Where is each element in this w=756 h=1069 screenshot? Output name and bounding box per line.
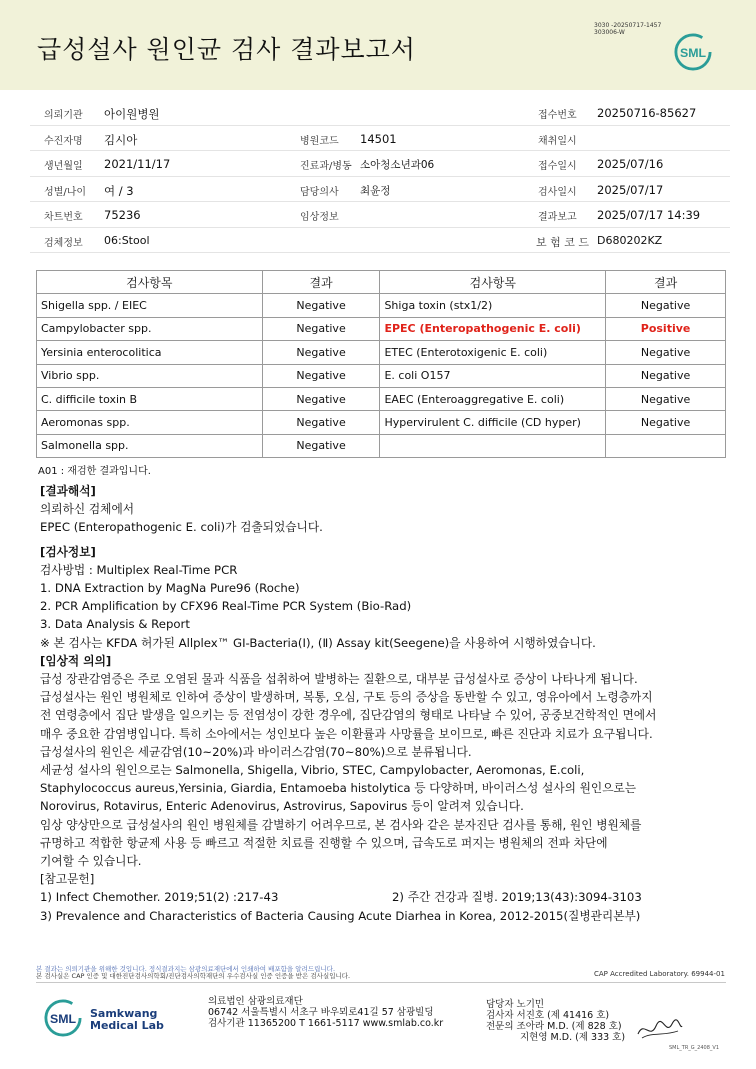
info-row — [30, 228, 730, 254]
chart-no-label: 차트번호 — [44, 212, 83, 223]
test-item: Aeromonas spp. — [37, 411, 263, 434]
clinical-line: 급성설사는 원인 병원체로 인하여 증상이 발생하며, 복통, 오심, 구토 등의 증상을 동반할 수 있고, 영유아에서 노령층까지 — [40, 690, 653, 705]
results-table — [36, 270, 726, 458]
test-item: Shigella spp. / EIEC — [37, 294, 263, 317]
cap-accreditation: CAP Accredited Laboratory. 69944-01 — [594, 970, 725, 978]
test-step: 3. Data Analysis & Report — [40, 617, 190, 632]
clinical-line: 급성설사의 원인은 세균감염(10~20%)과 바이러스감염(70~80%)으로 분류됩니다. — [40, 744, 472, 759]
table-row — [37, 294, 726, 317]
test-result: Negative — [262, 434, 380, 457]
address-line: 06742 서울특별시 서초구 바우뫼로41길 57 삼광빌딩 — [208, 1007, 434, 1018]
clinical-line: 임상 양상만으로 급성설사의 원인 병원체를 감별하기 어려우므로, 본 검사와 같은 분자진단 검사를 통해, 원인 병원체를 — [40, 817, 642, 832]
report-date-label: 결과보고 — [538, 212, 577, 223]
staff-list — [486, 999, 625, 1043]
test-result: Negative — [262, 317, 380, 340]
clinical-line: 규명하고 적합한 항균제 사용 등 빠르고 적절한 치료를 진행할 수 있으며, 급속도로 퍼지는 병원체의 전파 차단에 — [40, 835, 608, 850]
staff-line: 담당자 노기민 — [486, 999, 545, 1010]
chart-no-value: 75236 — [104, 208, 141, 222]
test-info-heading: [검사정보] — [40, 544, 96, 559]
test-item: Yersinia enterocolitica — [37, 341, 263, 364]
references-row — [40, 888, 740, 906]
test-result: Negative — [606, 294, 726, 317]
test-item — [380, 434, 606, 457]
name-label: 수진자명 — [44, 135, 83, 147]
lab-name-line: Samkwang — [90, 1007, 158, 1020]
test-item: Vibrio spp. — [37, 364, 263, 387]
test-result: Negative — [606, 364, 726, 387]
footer-notice-line: 본 검사실은 CAP 인증 및 대한진단검사의학회/진단검사의학재단의 우수검사실 인증 인증을 받은 검사실입니다. — [36, 972, 351, 980]
info-row — [30, 100, 730, 126]
test-result: Negative — [262, 364, 380, 387]
patient-info — [30, 100, 730, 253]
report-header — [0, 0, 756, 90]
document-code-line: 3030 -20250717-1457 — [594, 22, 662, 29]
name-value: 김시아 — [104, 132, 138, 147]
staff-line: 지현영 M.D. (제 333 호) — [520, 1032, 626, 1043]
interpretation-line: 의뢰하신 검체에서 — [40, 502, 135, 517]
column-header: 검사항목 — [37, 271, 263, 294]
test-method: 검사방법 : Multiplex Real-Time PCR — [40, 562, 238, 577]
results-header-row — [37, 271, 726, 294]
interpretation-line: EPEC (Enteropathogenic E. coli)가 검출되었습니다. — [40, 520, 323, 535]
test-result: Negative — [606, 341, 726, 364]
birth-value: 2021/11/17 — [104, 157, 171, 171]
test-result: Negative — [262, 341, 380, 364]
footer-divider — [36, 982, 726, 983]
table-row — [37, 387, 726, 410]
test-result — [606, 434, 726, 457]
test-item: ETEC (Enterotoxigenic E. coli) — [380, 341, 606, 364]
table-row — [37, 341, 726, 364]
institution-label: 의뢰기관 — [44, 110, 83, 121]
test-date-value: 2025/07/17 — [597, 182, 664, 197]
receipt-date-label: 접수일시 — [538, 161, 577, 172]
birth-label: 생년월일 — [44, 161, 83, 172]
table-row — [37, 364, 726, 387]
test-result: Negative — [606, 411, 726, 434]
clinical-heading: [임상적 의의] — [40, 653, 112, 668]
test-result: Negative — [262, 387, 380, 410]
hospital-code-value: 14501 — [360, 131, 397, 146]
test-step: 2. PCR Amplification by CFX96 Real-Time PCR System (Bio-Rad) — [40, 599, 412, 614]
clinical-line: 전 연령층에서 집단 발생을 일으키는 등 전염성이 강한 경우에, 집단감염의 형태로 나타날 수 있어, 공중보건학적인 면에서 — [40, 708, 657, 723]
test-item: C. difficile toxin B — [37, 387, 263, 410]
signature-icon — [634, 1014, 684, 1044]
test-result: Negative — [262, 294, 380, 317]
report-date-value: 2025/07/17 14:39 — [597, 208, 701, 222]
address-line: 검사기관 11365200 T 1661-5117 www.smlab.co.kr — [208, 1018, 444, 1029]
specimen-value: 06:Stool — [104, 233, 150, 247]
lab-name — [90, 1008, 164, 1032]
info-row — [30, 177, 730, 203]
test-item: E. coli O157 — [380, 364, 606, 387]
reference: 1) Infect Chemother. 2019;51(2) :217-43 — [40, 890, 279, 905]
doctor-label: 담당의사 — [300, 186, 339, 198]
address-line: 의료법인 삼광의료재단 — [208, 996, 303, 1007]
clinical-line: 급성 장관감염증은 주로 오염된 물과 식품을 섭취하여 발병하는 질환으로, 대부분 급성설사로 증상이 나타나게 됩니다. — [40, 672, 638, 687]
svg-text:SML: SML — [49, 1011, 77, 1026]
test-item: Hypervirulent C. difficile (CD hyper) — [380, 411, 606, 434]
doctor-value: 최윤정 — [360, 184, 391, 197]
test-date-label: 검사일시 — [538, 186, 577, 198]
receipt-no-value: 20250716-85627 — [597, 106, 697, 120]
report-title: 급성설사 원인균 검사 결과보고서 — [37, 35, 416, 64]
receipt-date-value: 2025/07/16 — [597, 157, 664, 171]
receipt-no-label: 접수번호 — [538, 110, 577, 121]
column-header: 결과 — [262, 271, 380, 294]
test-result-positive: Positive — [606, 317, 726, 340]
collect-date-label: 채취일시 — [538, 135, 577, 147]
retest-note: A01 : 재검한 결과입니다. — [38, 466, 151, 477]
lab-name-line: Medical Lab — [90, 1019, 164, 1032]
insurance-value: D680202KZ — [597, 233, 663, 247]
references-heading: [참고문헌] — [40, 872, 95, 887]
test-item: EAEC (Enteroaggregative E. coli) — [380, 387, 606, 410]
clinical-line: 매우 중요한 감염병입니다. 특히 소아에서는 성인보다 높은 이환률과 사망률을 보이므로, 빠른 진단과 치료가 요구됩니다. — [40, 726, 653, 741]
document-code — [594, 22, 661, 36]
clinical-label: 임상정보 — [300, 212, 339, 223]
sex-age-label: 성별/나이 — [44, 186, 87, 198]
clinical-line: 기여할 수 있습니다. — [40, 854, 142, 869]
test-item: Shiga toxin (stx1/2) — [380, 294, 606, 317]
footer-notice — [36, 966, 350, 980]
column-header: 결과 — [606, 271, 726, 294]
info-row — [30, 151, 730, 177]
sml-logo-icon — [674, 33, 712, 71]
dept-label: 진료과/병동 — [300, 161, 352, 172]
reference: 2) 주간 건강과 질병. 2019;13(43):3094-3103 — [392, 890, 642, 905]
institution-value: 아이원병원 — [104, 107, 160, 121]
table-row — [37, 434, 726, 457]
clinical-line: Norovirus, Rotavirus, Enteric Adenovirus, Astrovirus, Sapovirus 등이 알려져 있습니다. — [40, 799, 524, 814]
report-body — [40, 482, 740, 925]
staff-line: 전문의 조아라 M.D. (제 828 호) — [486, 1021, 622, 1032]
footer-notice-line: 본 결과는 의뢰기관을 위해한 것입니다. 정식결과지는 삼광의료재단에서 인쇄하여 배포함을 알려드립니다. — [36, 965, 336, 973]
lab-logo-icon — [44, 999, 82, 1037]
table-row — [37, 411, 726, 434]
lab-address — [208, 996, 443, 1029]
insurance-label: 보 험 코 드 — [536, 235, 589, 249]
specimen-label: 검체정보 — [44, 237, 83, 249]
version-code: SML_TR_G_2408_V1 — [669, 1045, 720, 1051]
hospital-code-label: 병원코드 — [300, 135, 339, 147]
test-item: Salmonella spp. — [37, 434, 263, 457]
svg-text:SML: SML — [679, 45, 707, 60]
table-row — [37, 317, 726, 340]
test-item: Campylobacter spp. — [37, 317, 263, 340]
staff-line: 검사자 서진호 (제 41416 호) — [486, 1010, 610, 1021]
document-code-line: 303006-W — [594, 29, 625, 36]
test-step: 1. DNA Extraction by MagNa Pure96 (Roche) — [40, 581, 300, 596]
test-result: Negative — [606, 387, 726, 410]
clinical-line: Staphylococcus aureus,Yersinia, Giardia, Entamoeba histolytica 등 다양하며, 바이러스성 설사의 원인으로는 — [40, 781, 637, 796]
kit-note: ※ 본 검사는 KFDA 허가된 Allplex™ GI-Bacteria(Ⅰ), (Ⅱ) Assay kit(Seegene)을 사용하여 시행하였습니다. — [40, 635, 596, 650]
test-item-positive: EPEC (Enteropathogenic E. coli) — [380, 317, 606, 340]
info-row — [30, 126, 730, 152]
test-result: Negative — [262, 411, 380, 434]
reference: 3) Prevalence and Characteristics of Bacteria Causing Acute Diarhea in Korea, 2012-2015(질병관리본부) — [40, 908, 641, 923]
dept-value: 소아청소년과06 — [360, 159, 435, 171]
clinical-line: 세균성 설사의 원인으로는 Salmonella, Shigella, Vibrio, STEC, Campylobacter, Aeromonas, E.coli, — [40, 763, 585, 778]
interpretation-heading: [결과해석] — [40, 484, 96, 498]
sex-age-value: 여 / 3 — [104, 183, 134, 198]
info-row — [30, 202, 730, 228]
column-header: 검사항목 — [380, 271, 606, 294]
